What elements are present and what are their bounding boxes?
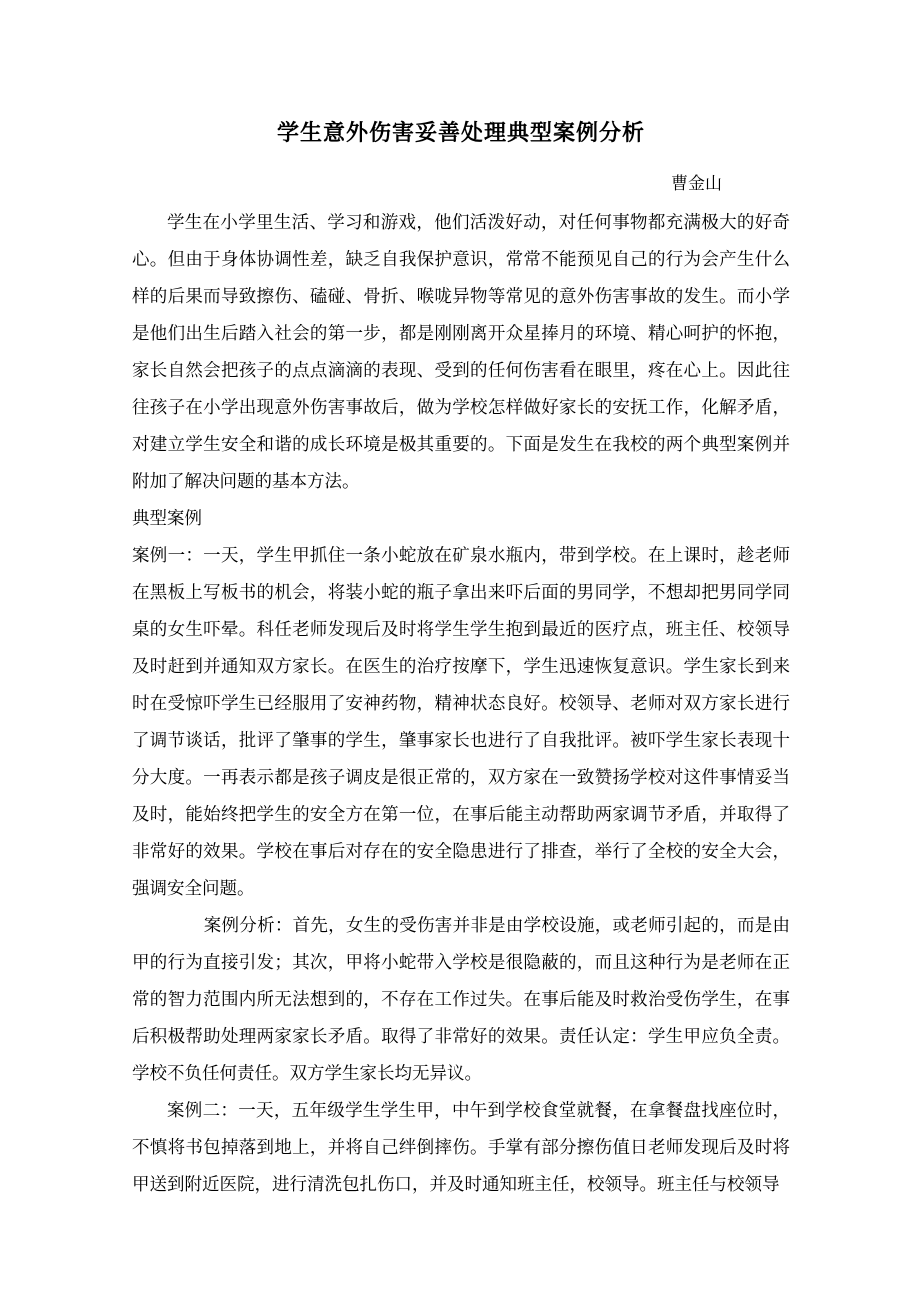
paragraph-introduction: 学生在小学里生活、学习和游戏，他们活泼好动，对任何事物都充满极大的好奇心。但由于身体协调性差，缺乏自我保护意识，常常不能预见自己的行为会产生什么样的后果而导致擦伤、磕碰、骨折、喉咙异物等常见的意外伤害事故的发生。而小学是他们出生后踏入社会的第一步，都是刚刚离开众星捧月的环境、精心呵护的怀抱，家长自然会把孩子的点点滴滴的表现、受到的任何伤害看在眼里，疼在心上。因此往往孩子在小学出现意外伤害事故后，做为学校怎样做好家长的安抚工作，化解矛盾，对建立学生安全和谐的成长环境是极其重要的。下面是发生在我校的两个典型案例并附加了解决问题的基本方法。 <box>132 212 790 491</box>
paragraph-case-one-analysis: 案例分析：首先，女生的受伤害并非是由学校设施，或老师引起的，而是由甲的行为直接引发；其次，甲将小蛇带入学校是很隐蔽的，而且这种行为是老师在正常的智力范围内所无法想到的，不存在工作过失。在事后能及时救治受伤学生，在事后积极帮助处理两家家长矛盾。取得了非常好的效果。责任认定：学生甲应负全责。学校不负任何责任。双方学生家长均无异议。 <box>132 915 790 1083</box>
paragraph-case-one: 案例一：一天，学生甲抓住一条小蛇放在矿泉水瓶内，带到学校。在上课时，趁老师在黑板上写板书的机会，将装小蛇的瓶子拿出来吓后面的男同学，不想却把男同学同桌的女生吓晕。科任老师发现后及时将学生学生抱到最近的医疗点，班主任、校领导及时赶到并通知双方家长。在医生的治疗按摩下，学生迅速恢复意识。学生家长到来时在受惊吓学生已经服用了安神药物，精神状态良好。校领导、老师对双方家长进行了调节谈话，批评了肇事的学生，肇事家长也进行了自我批评。被吓学生家长表现十分大度。一再表示都是孩子调皮是很正常的，双方家在一致赞扬学校对这件事情妥当及时，能始终把学生的安全方在第一位，在事后能主动帮助两家调节矛盾，并取得了非常好的效果。学校在事后对存在的安全隐患进行了排查，举行了全校的安全大会，强调安全问题。 <box>132 545 790 898</box>
author-name: 曹金山 <box>671 174 722 193</box>
heading-typical-cases: 典型案例 <box>132 508 202 528</box>
document-title: 学生意外伤害妥善处理典型案例分析 <box>276 120 645 145</box>
paragraph-case-two: 案例二：一天，五年级学生学生甲，中午到学校食堂就餐，在拿餐盘找座位时，不慎将书包掉落到地上，并将自己绊倒摔伤。手掌有部分擦伤值日老师发现后及时将甲送到附近医院，进行清洗包扎伤口，并及时通知班主任，校领导。班主任与校领导 <box>132 1100 790 1194</box>
